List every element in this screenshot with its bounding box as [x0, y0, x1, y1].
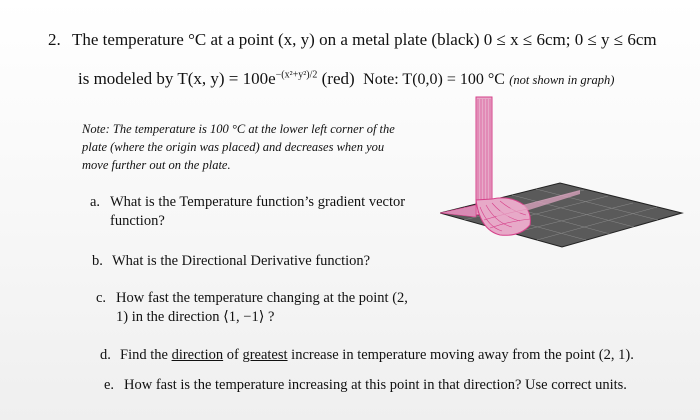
part-d-direction: direction — [171, 347, 224, 363]
temperature-surface-graph — [440, 95, 690, 305]
note-paragraph: Note: The temperature is 100 °C at the lower left corner of the plate (where the origin was placed) and decreases when you move further out on the plate. — [82, 122, 395, 172]
part-e — [104, 376, 627, 395]
model-exponent: −(x²+y²)/2 — [275, 69, 318, 81]
part-c — [96, 289, 408, 325]
part-b-text: What is the Directional Derivative function? — [112, 253, 371, 269]
origin-note-small: (not shown in graph) — [509, 73, 615, 87]
part-a-text: What is the Temperature function’s gradient vector function? — [110, 194, 406, 229]
part-e-text: How fast is the temperature increasing at this point in that direction? Use correct units. — [124, 377, 627, 393]
part-c-text: How fast the temperature changing at the point (2, 1) in the direction ⟨1, −1⟩ ? — [116, 290, 408, 325]
part-d-greatest: greatest — [242, 347, 288, 363]
part-d-text-before: Find the — [120, 347, 172, 363]
part-d-text-after: increase in temperature moving away from the point (2, 1). — [287, 347, 634, 363]
question-number: 2. — [48, 30, 61, 49]
part-b-label: b. — [92, 253, 103, 269]
part-e-label: e. — [104, 377, 115, 393]
origin-note: Note: T(0,0) = 100 °C — [363, 71, 505, 88]
part-d-text-mid: of — [223, 347, 243, 363]
question-line-1: The temperature °C at a point (x, y) on a metal plate (black) 0 ≤ x ≤ 6cm; 0 ≤ y ≤ 6cm — [72, 30, 657, 49]
part-d-label: d. — [100, 347, 111, 363]
part-c-label: c. — [96, 290, 107, 306]
question-line-2 — [78, 69, 614, 89]
part-d — [100, 346, 634, 365]
model-formula: is modeled by T(x, y) = 100e — [78, 69, 276, 88]
part-a — [90, 193, 406, 229]
part-b — [92, 252, 370, 271]
part-a-label: a. — [90, 194, 101, 210]
surface-color-label: (red) — [321, 69, 355, 88]
